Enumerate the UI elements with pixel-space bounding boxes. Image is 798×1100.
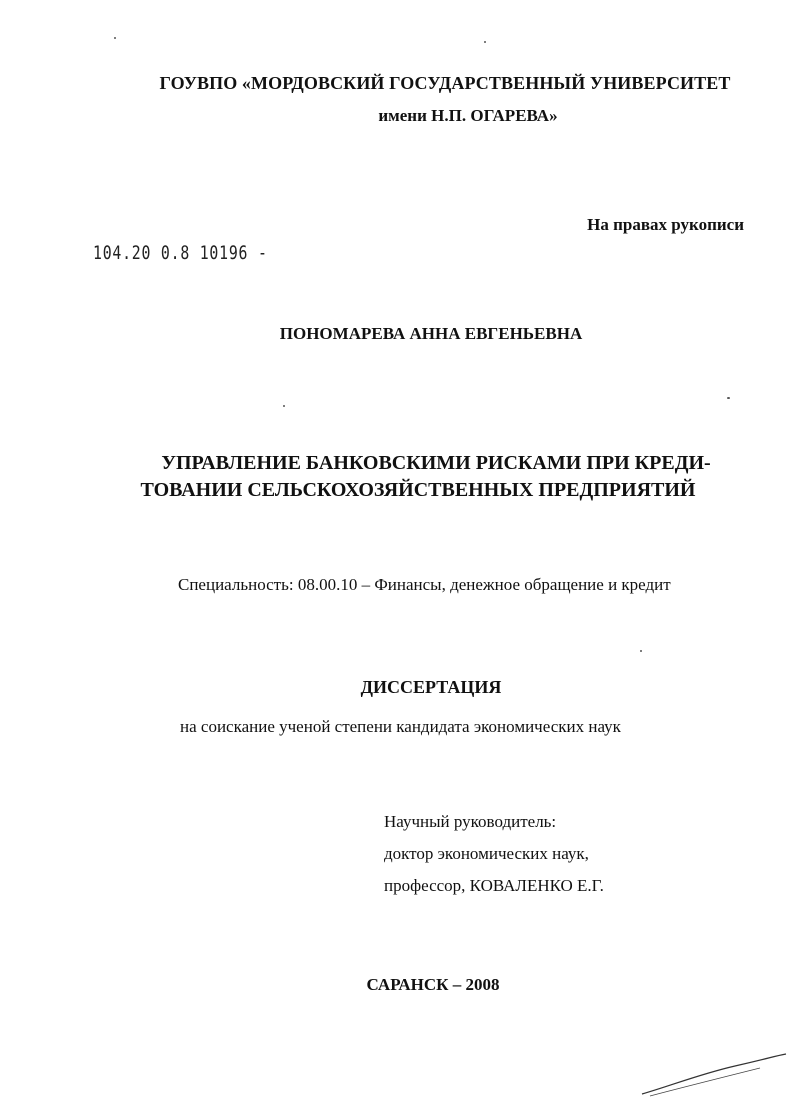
advisor-label: Научный руководитель: bbox=[384, 812, 557, 831]
scan-speck bbox=[283, 405, 285, 407]
signature-stroke bbox=[640, 1046, 790, 1100]
document-type: ДИССЕРТАЦИЯ bbox=[360, 677, 502, 697]
scan-speck bbox=[640, 650, 642, 652]
manuscript-rights-note: На правах рукописи bbox=[587, 215, 744, 234]
scan-speck bbox=[727, 397, 730, 399]
dissertation-title-line-1: УПРАВЛЕНИЕ БАНКОВСКИМИ РИСКАМИ ПРИ КРЕДИ- bbox=[161, 452, 711, 474]
university-name-line-2: имени Н.П. ОГАРЕВА» bbox=[378, 106, 558, 125]
registration-stamp-number: 104.20 0.8 10196 - bbox=[93, 242, 268, 264]
advisor-name: профессор, КОВАЛЕНКО Е.Г. bbox=[384, 876, 604, 895]
university-name-line-1: ГОУВПО «МОРДОВСКИЙ ГОСУДАРСТВЕННЫЙ УНИВЕРСИТЕТ bbox=[159, 73, 731, 93]
advisor-degree: доктор экономических наук, bbox=[384, 844, 589, 863]
author-name: ПОНОМАРЕВА АННА ЕВГЕНЬЕВНА bbox=[279, 324, 583, 343]
city-and-year: САРАНСК – 2008 bbox=[366, 975, 500, 994]
specialty-line: Специальность: 08.00.10 – Финансы, денежное обращение и кредит bbox=[178, 575, 671, 594]
dissertation-title-line-2: ТОВАНИИ СЕЛЬСКОХОЗЯЙСТВЕННЫХ ПРЕДПРИЯТИЙ bbox=[140, 479, 696, 501]
degree-purpose-line: на соискание ученой степени кандидата экономических наук bbox=[180, 717, 621, 736]
scan-speck bbox=[114, 37, 116, 39]
scan-speck bbox=[484, 41, 486, 43]
